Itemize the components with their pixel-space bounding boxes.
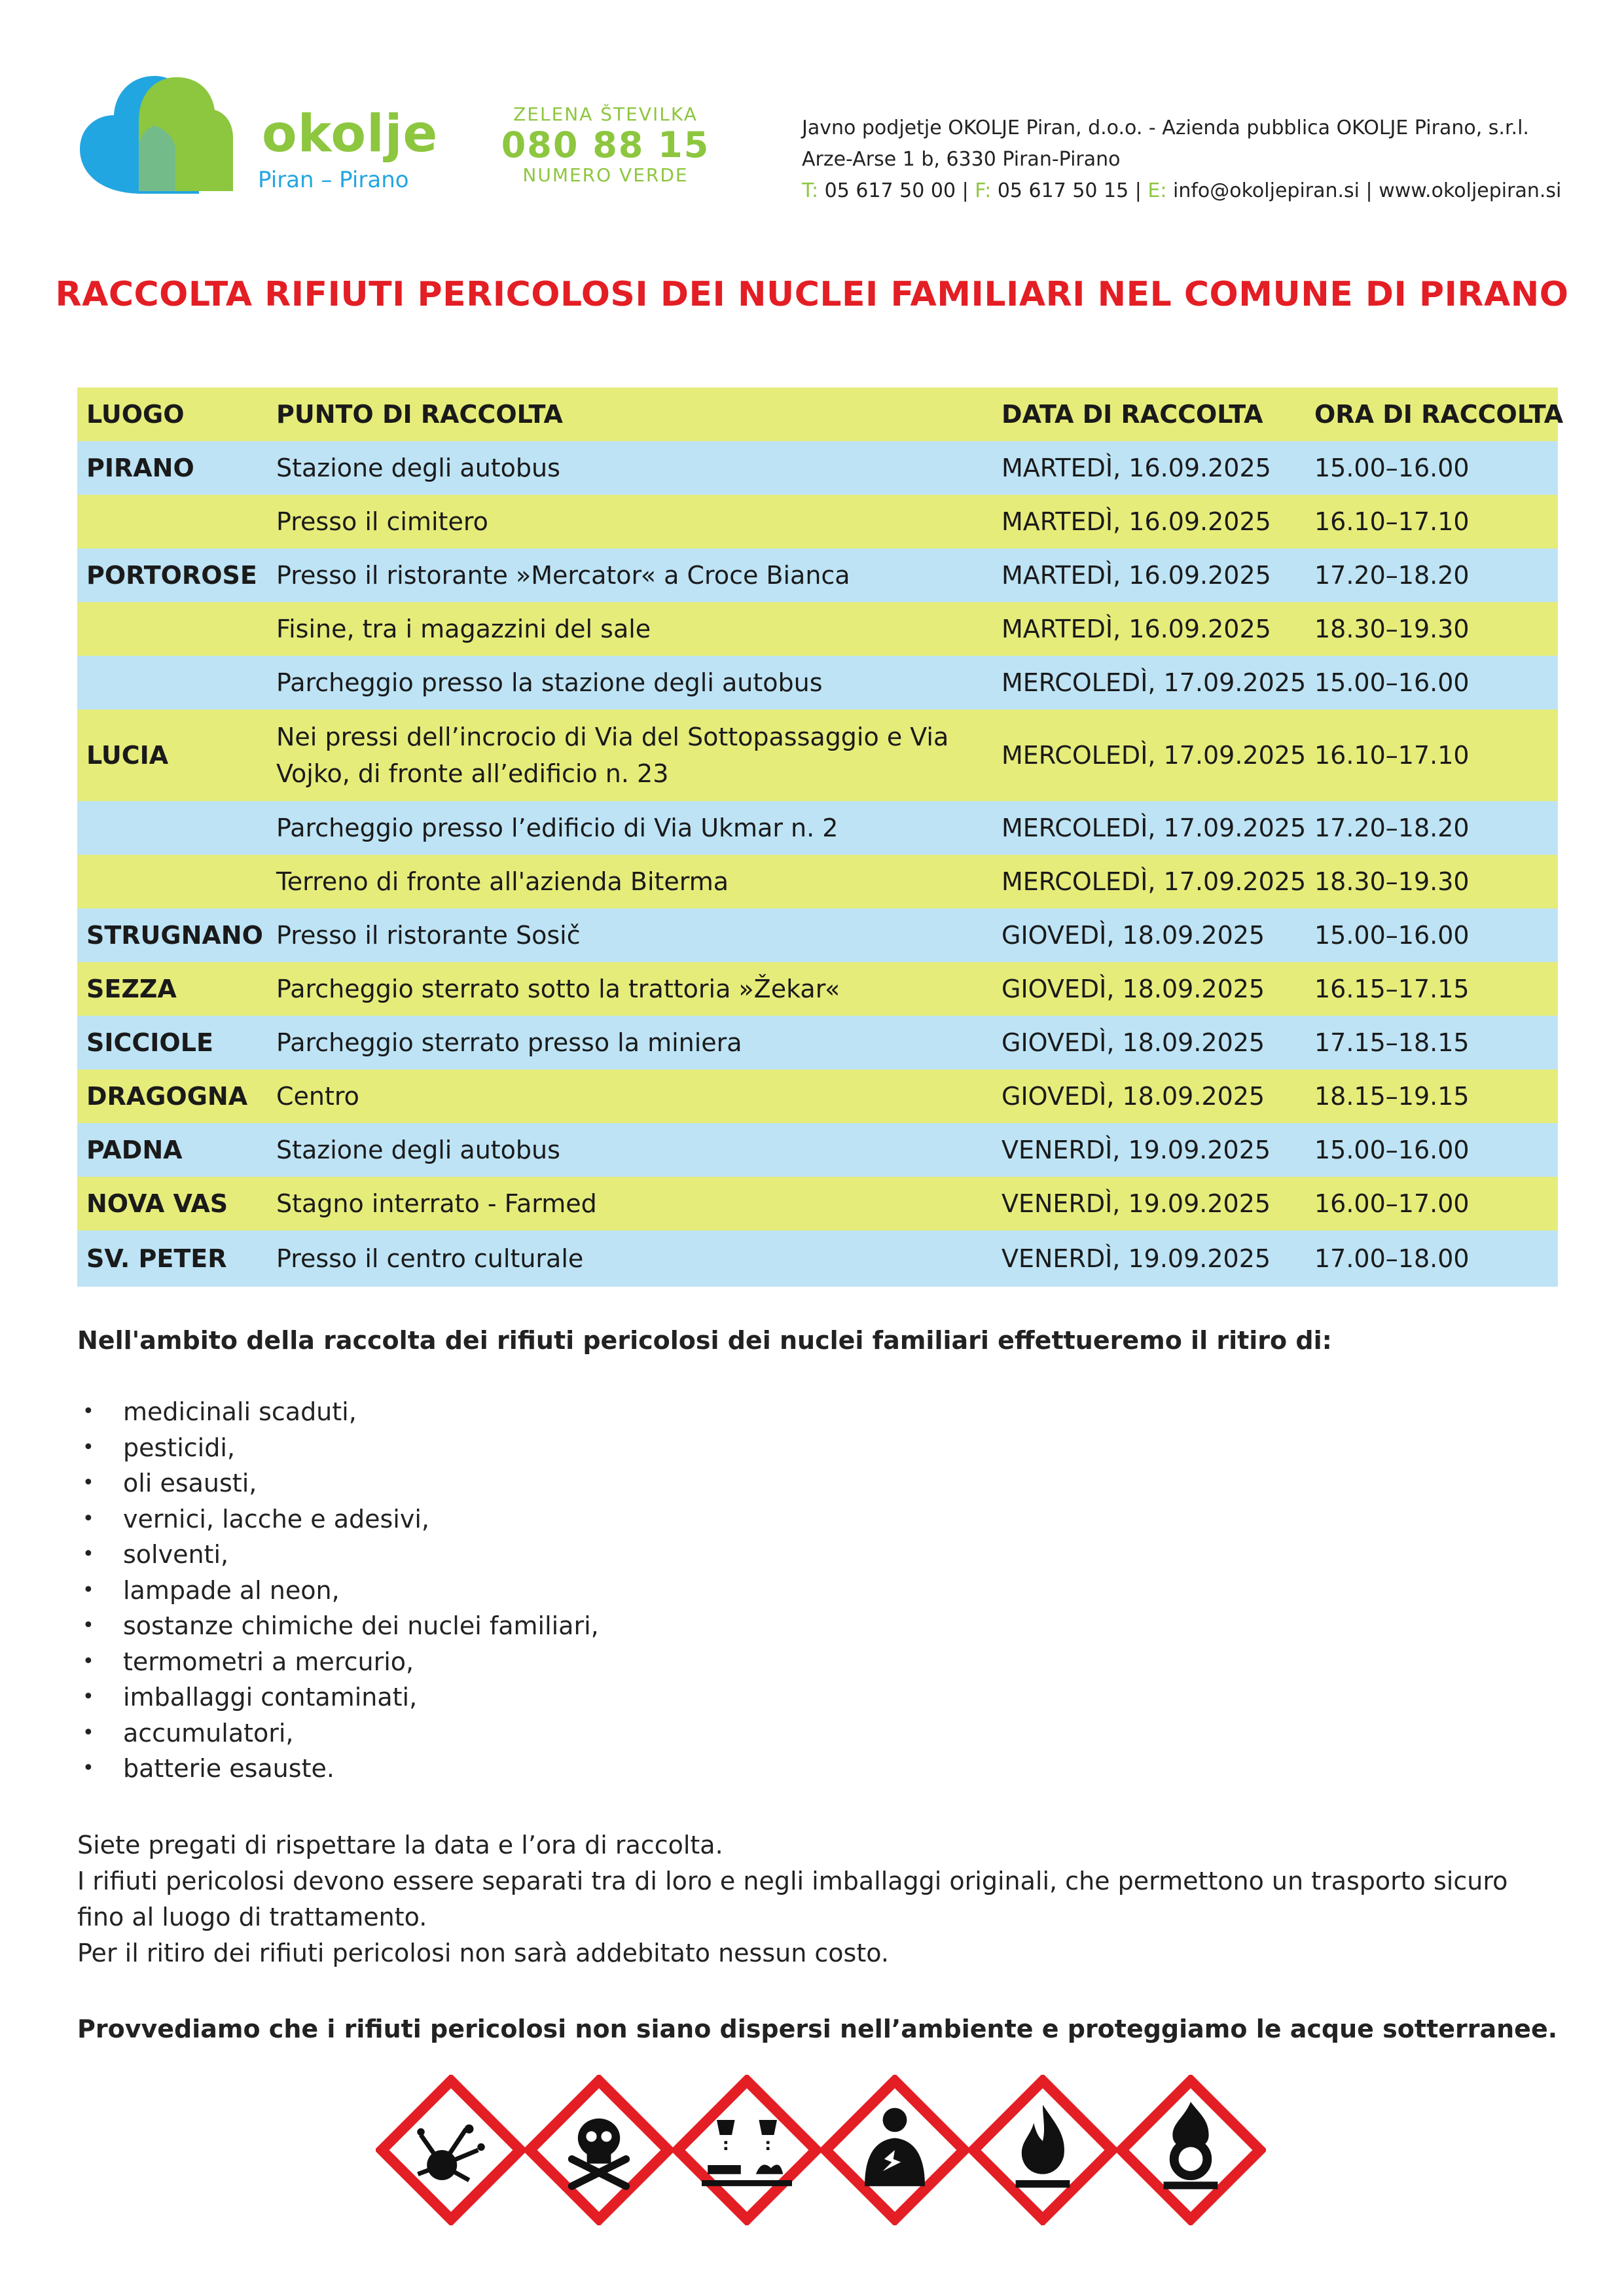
cell-punto: Nei pressi dell’incrocio di Via del Sottopassaggio e Via Vojko, di fronte all’edificio n. 23: [276, 723, 949, 788]
cell-punto: Presso il centro culturale: [276, 1244, 584, 1273]
toxic-skull-icon: [524, 2075, 674, 2225]
table-row: [77, 801, 1558, 855]
bullet-icon: •: [82, 1435, 94, 1459]
table-row: [77, 602, 1558, 656]
cell-punto: Stazione degli autobus: [276, 454, 560, 482]
cell-data: VENERDÌ, 19.09.2025: [1001, 1136, 1271, 1164]
table-row: [77, 441, 1558, 495]
cell-luogo: PADNA: [86, 1136, 183, 1164]
cell-data: VENERDÌ, 19.09.2025: [1001, 1189, 1271, 1218]
note-line: Siete pregati di rispettare la data e l’ora di raccolta.: [77, 1831, 723, 1859]
bullet-icon: •: [82, 1507, 94, 1530]
cell-luogo: PIRANO: [86, 454, 194, 482]
phone-label: T:: [802, 179, 819, 202]
cell-punto: Presso il ristorante Sosič: [276, 921, 581, 950]
cell-data: MERCOLEDÌ, 17.09.2025: [1001, 814, 1307, 842]
table-header-row: [77, 387, 1564, 441]
cell-ora: 16.10–17.10: [1314, 741, 1470, 770]
list-item: • accumulatori,: [77, 1715, 599, 1751]
company-name: Javno podjetje OKOLJE Piran, d.o.o. - Azienda pubblica OKOLJE Pirano, s.r.l.: [802, 117, 1529, 139]
cell-ora: 18.15–19.15: [1314, 1082, 1470, 1111]
company-logo: [77, 72, 439, 196]
cell-luogo: SV. PETER: [86, 1244, 227, 1273]
cell-ora: 16.15–17.15: [1314, 975, 1470, 1003]
logo-subtitle: Piran – Pirano: [258, 167, 409, 193]
cell-punto: Stazione degli autobus: [276, 1136, 560, 1164]
cell-punto: Centro: [276, 1082, 359, 1111]
list-item: • medicinali scaduti,: [77, 1394, 599, 1430]
cell-ora: 15.00–16.00: [1314, 668, 1470, 697]
header-luogo: LUOGO: [86, 400, 185, 429]
cell-ora: 17.20–18.20: [1314, 814, 1470, 842]
table-row: [77, 1016, 1558, 1069]
bullet-icon: •: [82, 1614, 94, 1637]
table-row: [77, 908, 1558, 962]
health-hazard-icon: [820, 2075, 970, 2225]
cell-data: MARTEDÌ, 16.09.2025: [1001, 615, 1271, 643]
bullet-icon: •: [82, 1685, 94, 1708]
collection-schedule-table: [77, 387, 1564, 1287]
cell-ora: 17.20–18.20: [1314, 561, 1470, 590]
note-line: Per il ritiro dei rifiuti pericolosi non sarà addebitato nessun costo.: [77, 1939, 889, 1967]
fax-number: 05 617 50 15 |: [991, 179, 1148, 202]
cell-data: GIOVEDÌ, 18.09.2025: [1001, 1082, 1265, 1111]
cell-luogo: LUCIA: [86, 741, 169, 770]
company-address: Arze-Arse 1 b, 6330 Piran-Pirano: [802, 148, 1121, 171]
header-ora: ORA DI RACCOLTA: [1314, 400, 1564, 429]
bullet-icon: •: [82, 1721, 94, 1744]
intro-text: Nell'ambito della raccolta dei rifiuti pericolosi dei nuclei familiari effettueremo il ritiro di:: [77, 1326, 1332, 1355]
table-row: [77, 548, 1558, 602]
list-item: • imballaggi contaminati,: [77, 1679, 599, 1715]
cell-luogo: STRUGNANO: [86, 921, 263, 950]
bullet-icon: •: [82, 1649, 94, 1673]
cell-punto: Fisine, tra i magazzini del sale: [276, 615, 651, 643]
email-and-website[interactable]: info@okoljepiran.si | www.okoljepiran.si: [1166, 179, 1562, 202]
cell-data: GIOVEDÌ, 18.09.2025: [1001, 1028, 1265, 1057]
cell-ora: 15.00–16.00: [1314, 1136, 1470, 1164]
phone-number: 05 617 50 00 |: [818, 179, 975, 202]
cell-luogo: DRAGOGNA: [86, 1082, 248, 1111]
cell-data: GIOVEDÌ, 18.09.2025: [1001, 921, 1265, 950]
cell-luogo: SEZZA: [86, 975, 177, 1003]
bullet-icon: •: [82, 1400, 94, 1423]
numero-verde-label: NUMERO VERDE: [522, 164, 689, 186]
notes-block: [77, 1827, 1507, 1971]
cell-punto: Presso il ristorante »Mercator« a Croce Bianca: [276, 561, 850, 590]
bullet-icon: •: [82, 1543, 94, 1566]
cell-punto: Parcheggio sterrato presso la miniera: [276, 1028, 742, 1057]
table-row: [77, 1230, 1558, 1287]
list-item: • vernici, lacche e adesivi,: [77, 1501, 599, 1537]
cell-data: MARTEDÌ, 16.09.2025: [1001, 454, 1271, 482]
note-line: I rifiuti pericolosi devono essere separati tra di loro e negli imballaggi originali, che permettono un trasporto sicuro: [77, 1867, 1508, 1895]
cell-data: MERCOLEDÌ, 17.09.2025: [1001, 741, 1307, 770]
fax-label: F:: [975, 179, 992, 202]
table-row: [77, 1177, 1558, 1230]
table-row: [77, 495, 1558, 548]
table-row: [77, 1069, 1558, 1123]
table-row: [77, 709, 1558, 801]
cell-data: GIOVEDÌ, 18.09.2025: [1001, 975, 1265, 1003]
waste-items-list: [77, 1394, 599, 1787]
page-title: RACCOLTA RIFIUTI PERICOLOSI DEI NUCLEI FAMILIARI NEL COMUNE DI PIRANO: [55, 275, 1569, 314]
flammable-icon: [967, 2075, 1118, 2225]
green-number[interactable]: 080 88 15: [501, 124, 710, 166]
table-row: [77, 855, 1558, 908]
logo-name: okolje: [262, 105, 439, 164]
cell-data: MARTEDÌ, 16.09.2025: [1001, 507, 1271, 536]
oxidizer-icon: [1115, 2075, 1266, 2225]
cell-ora: 16.10–17.10: [1314, 507, 1470, 536]
cell-data: MERCOLEDÌ, 17.09.2025: [1001, 668, 1307, 697]
cell-luogo: SICCIOLE: [86, 1028, 213, 1057]
green-number-label: ZELENA ŠTEVILKA: [513, 103, 698, 125]
cell-punto: Stagno interrato - Farmed: [276, 1189, 597, 1218]
cell-luogo: PORTOROSE: [86, 561, 257, 590]
cell-punto: Parcheggio sterrato sotto la trattoria »Žekar«: [276, 975, 840, 1003]
table-row: [77, 656, 1558, 709]
cell-ora: 18.30–19.30: [1314, 615, 1470, 643]
list-item: • termometri a mercurio,: [77, 1644, 599, 1680]
note-line: fino al luogo di trattamento.: [77, 1903, 427, 1931]
heart-cloud-logo-icon: [77, 72, 234, 196]
hazard-pictograms: [376, 2075, 1266, 2225]
cell-data: MERCOLEDÌ, 17.09.2025: [1001, 867, 1307, 896]
header-data: DATA DI RACCOLTA: [1001, 400, 1263, 429]
list-item: • lampade al neon,: [77, 1573, 599, 1609]
bullet-icon: •: [82, 1578, 94, 1602]
cell-luogo: NOVA VAS: [86, 1189, 228, 1218]
cell-ora: 15.00–16.00: [1314, 921, 1470, 950]
company-contacts: [802, 175, 1561, 207]
list-item: • solventi,: [77, 1537, 599, 1573]
email-label: E:: [1147, 179, 1167, 202]
list-item: • batterie esauste.: [77, 1751, 599, 1787]
table-row: [77, 1123, 1558, 1177]
list-item: • oli esausti,: [77, 1465, 599, 1501]
cell-punto: Presso il cimitero: [276, 507, 488, 536]
corrosive-icon: [672, 2075, 822, 2225]
cell-data: MARTEDÌ, 16.09.2025: [1001, 561, 1271, 590]
explosive-icon: [376, 2075, 526, 2225]
cell-ora: 17.00–18.00: [1314, 1244, 1470, 1273]
cell-punto: Parcheggio presso la stazione degli autobus: [276, 668, 823, 697]
list-item: • sostanze chimiche dei nuclei familiari,: [77, 1608, 599, 1644]
cell-ora: 16.00–17.00: [1314, 1189, 1470, 1218]
cell-punto: Parcheggio presso l’edificio di Via Ukmar n. 2: [276, 814, 839, 842]
cell-data: VENERDÌ, 19.09.2025: [1001, 1244, 1271, 1273]
list-item: • pesticidi,: [77, 1430, 599, 1466]
cell-ora: 15.00–16.00: [1314, 454, 1470, 482]
closing-statement: Provvediamo che i rifiuti pericolosi non siano dispersi nell’ambiente e proteggiamo le acque sotterranee.: [77, 2015, 1558, 2043]
bullet-icon: •: [82, 1757, 94, 1780]
green-number-block: [497, 105, 713, 186]
table-row: [77, 962, 1558, 1016]
cell-punto: Terreno di fronte all'azienda Biterma: [276, 867, 729, 896]
company-info: [802, 113, 1561, 207]
cell-ora: 17.15–18.15: [1314, 1028, 1470, 1057]
bullet-icon: •: [82, 1471, 94, 1494]
header-punto: PUNTO DI RACCOLTA: [276, 400, 563, 429]
cell-ora: 18.30–19.30: [1314, 867, 1470, 896]
